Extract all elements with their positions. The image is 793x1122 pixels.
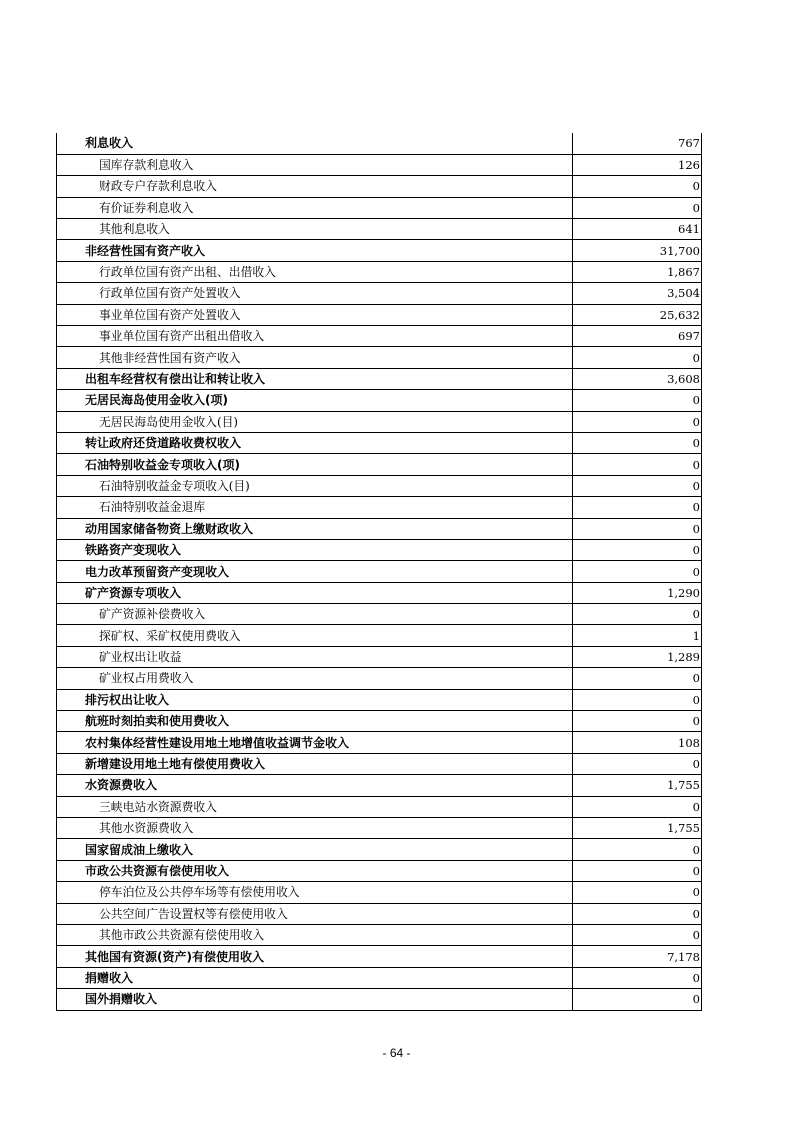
row-amount: 0 [573, 497, 702, 518]
row-item-name: 行政单位国有资产出租、出借收入 [57, 261, 573, 282]
table-row [57, 668, 702, 689]
table-row [57, 561, 702, 582]
row-amount: 0 [573, 475, 702, 496]
table-row [57, 475, 702, 496]
row-amount: 0 [573, 668, 702, 689]
row-item-name: 其他市政公共资源有偿使用收入 [57, 924, 573, 945]
row-amount: 7,178 [573, 946, 702, 967]
row-amount: 0 [573, 518, 702, 539]
row-amount: 126 [573, 154, 702, 175]
page-number: - 64 - [382, 1046, 411, 1060]
table-row [57, 604, 702, 625]
row-item-name: 石油特别收益金退库 [57, 497, 573, 518]
table-row [57, 732, 702, 753]
table-row [57, 924, 702, 945]
row-amount: 0 [573, 989, 702, 1010]
table-row [57, 646, 702, 667]
table-row [57, 240, 702, 261]
table-row [57, 368, 702, 389]
revenue-table [56, 133, 702, 1011]
row-amount: 0 [573, 390, 702, 411]
row-amount: 0 [573, 967, 702, 988]
row-item-name: 财政专户存款利息收入 [57, 176, 573, 197]
row-item-name: 动用国家储备物资上缴财政收入 [57, 518, 573, 539]
row-amount: 0 [573, 411, 702, 432]
row-amount: 0 [573, 432, 702, 453]
table-row [57, 882, 702, 903]
row-item-name: 石油特别收益金专项收入(项) [57, 454, 573, 475]
table-row [57, 411, 702, 432]
row-item-name: 石油特别收益金专项收入(目) [57, 475, 573, 496]
table-row [57, 133, 702, 154]
row-item-name: 停车泊位及公共停车场等有偿使用收入 [57, 882, 573, 903]
table-row [57, 839, 702, 860]
row-item-name: 非经营性国有资产收入 [57, 240, 573, 261]
table-row [57, 154, 702, 175]
row-amount: 0 [573, 860, 702, 881]
table-row [57, 946, 702, 967]
row-item-name: 航班时刻拍卖和使用费收入 [57, 711, 573, 732]
row-amount: 3,608 [573, 368, 702, 389]
row-amount: 1,755 [573, 775, 702, 796]
row-item-name: 捐赠收入 [57, 967, 573, 988]
row-item-name: 事业单位国有资产出租出借收入 [57, 326, 573, 347]
table-row [57, 818, 702, 839]
row-item-name: 探矿权、采矿权使用费收入 [57, 625, 573, 646]
table-row [57, 326, 702, 347]
revenue-table-body [57, 133, 702, 1010]
row-item-name: 无居民海岛使用金收入(项) [57, 390, 573, 411]
table-row [57, 219, 702, 240]
row-item-name: 其他国有资源(资产)有偿使用收入 [57, 946, 573, 967]
row-amount: 1,290 [573, 582, 702, 603]
row-item-name: 出租车经营权有偿出让和转让收入 [57, 368, 573, 389]
row-amount: 641 [573, 219, 702, 240]
table-row [57, 775, 702, 796]
row-amount: 0 [573, 882, 702, 903]
table-row [57, 689, 702, 710]
row-item-name: 铁路资产变现收入 [57, 539, 573, 560]
row-item-name: 事业单位国有资产处置收入 [57, 304, 573, 325]
row-item-name: 排污权出让收入 [57, 689, 573, 710]
table-row [57, 903, 702, 924]
row-item-name: 矿产资源专项收入 [57, 582, 573, 603]
row-item-name: 矿业权出让收益 [57, 646, 573, 667]
row-item-name: 农村集体经营性建设用地土地增值收益调节金收入 [57, 732, 573, 753]
row-amount: 1,867 [573, 261, 702, 282]
table-row [57, 197, 702, 218]
row-amount: 697 [573, 326, 702, 347]
row-item-name: 公共空间广告设置权等有偿使用收入 [57, 903, 573, 924]
row-amount: 1,755 [573, 818, 702, 839]
row-amount: 0 [573, 197, 702, 218]
row-item-name: 行政单位国有资产处置收入 [57, 283, 573, 304]
row-item-name: 市政公共资源有偿使用收入 [57, 860, 573, 881]
row-item-name: 利息收入 [57, 133, 573, 154]
row-amount: 0 [573, 711, 702, 732]
table-row [57, 518, 702, 539]
table-row [57, 711, 702, 732]
row-amount: 0 [573, 796, 702, 817]
table-row [57, 390, 702, 411]
table-row [57, 497, 702, 518]
row-amount: 0 [573, 561, 702, 582]
row-amount: 0 [573, 924, 702, 945]
row-amount: 1 [573, 625, 702, 646]
row-amount: 0 [573, 689, 702, 710]
row-amount: 0 [573, 753, 702, 774]
row-amount: 31,700 [573, 240, 702, 261]
row-item-name: 国外捐赠收入 [57, 989, 573, 1010]
table-row [57, 347, 702, 368]
row-item-name: 新增建设用地土地有偿使用费收入 [57, 753, 573, 774]
row-item-name: 其他水资源费收入 [57, 818, 573, 839]
table-row [57, 582, 702, 603]
row-item-name: 国家留成油上缴收入 [57, 839, 573, 860]
table-row [57, 261, 702, 282]
row-amount: 0 [573, 539, 702, 560]
table-row [57, 304, 702, 325]
row-amount: 0 [573, 454, 702, 475]
row-amount: 3,504 [573, 283, 702, 304]
table-row [57, 860, 702, 881]
row-item-name: 电力改革预留资产变现收入 [57, 561, 573, 582]
table-row [57, 283, 702, 304]
row-item-name: 其他非经营性国有资产收入 [57, 347, 573, 368]
row-item-name: 矿产资源补偿费收入 [57, 604, 573, 625]
table-row [57, 989, 702, 1010]
row-item-name: 转让政府还贷道路收费权收入 [57, 432, 573, 453]
row-amount: 25,632 [573, 304, 702, 325]
table-row [57, 432, 702, 453]
row-item-name: 矿业权占用费收入 [57, 668, 573, 689]
row-amount: 1,289 [573, 646, 702, 667]
row-item-name: 有价证券利息收入 [57, 197, 573, 218]
row-item-name: 国库存款利息收入 [57, 154, 573, 175]
row-amount: 0 [573, 903, 702, 924]
row-item-name: 三峡电站水资源费收入 [57, 796, 573, 817]
table-row [57, 753, 702, 774]
table-row [57, 796, 702, 817]
row-amount: 767 [573, 133, 702, 154]
row-amount: 0 [573, 347, 702, 368]
row-amount: 0 [573, 176, 702, 197]
table-row [57, 539, 702, 560]
table-row [57, 625, 702, 646]
row-item-name: 水资源费收入 [57, 775, 573, 796]
table-row [57, 967, 702, 988]
row-item-name: 无居民海岛使用金收入(目) [57, 411, 573, 432]
row-item-name: 其他利息收入 [57, 219, 573, 240]
row-amount: 0 [573, 604, 702, 625]
table-row [57, 454, 702, 475]
table-row [57, 176, 702, 197]
row-amount: 108 [573, 732, 702, 753]
row-amount: 0 [573, 839, 702, 860]
